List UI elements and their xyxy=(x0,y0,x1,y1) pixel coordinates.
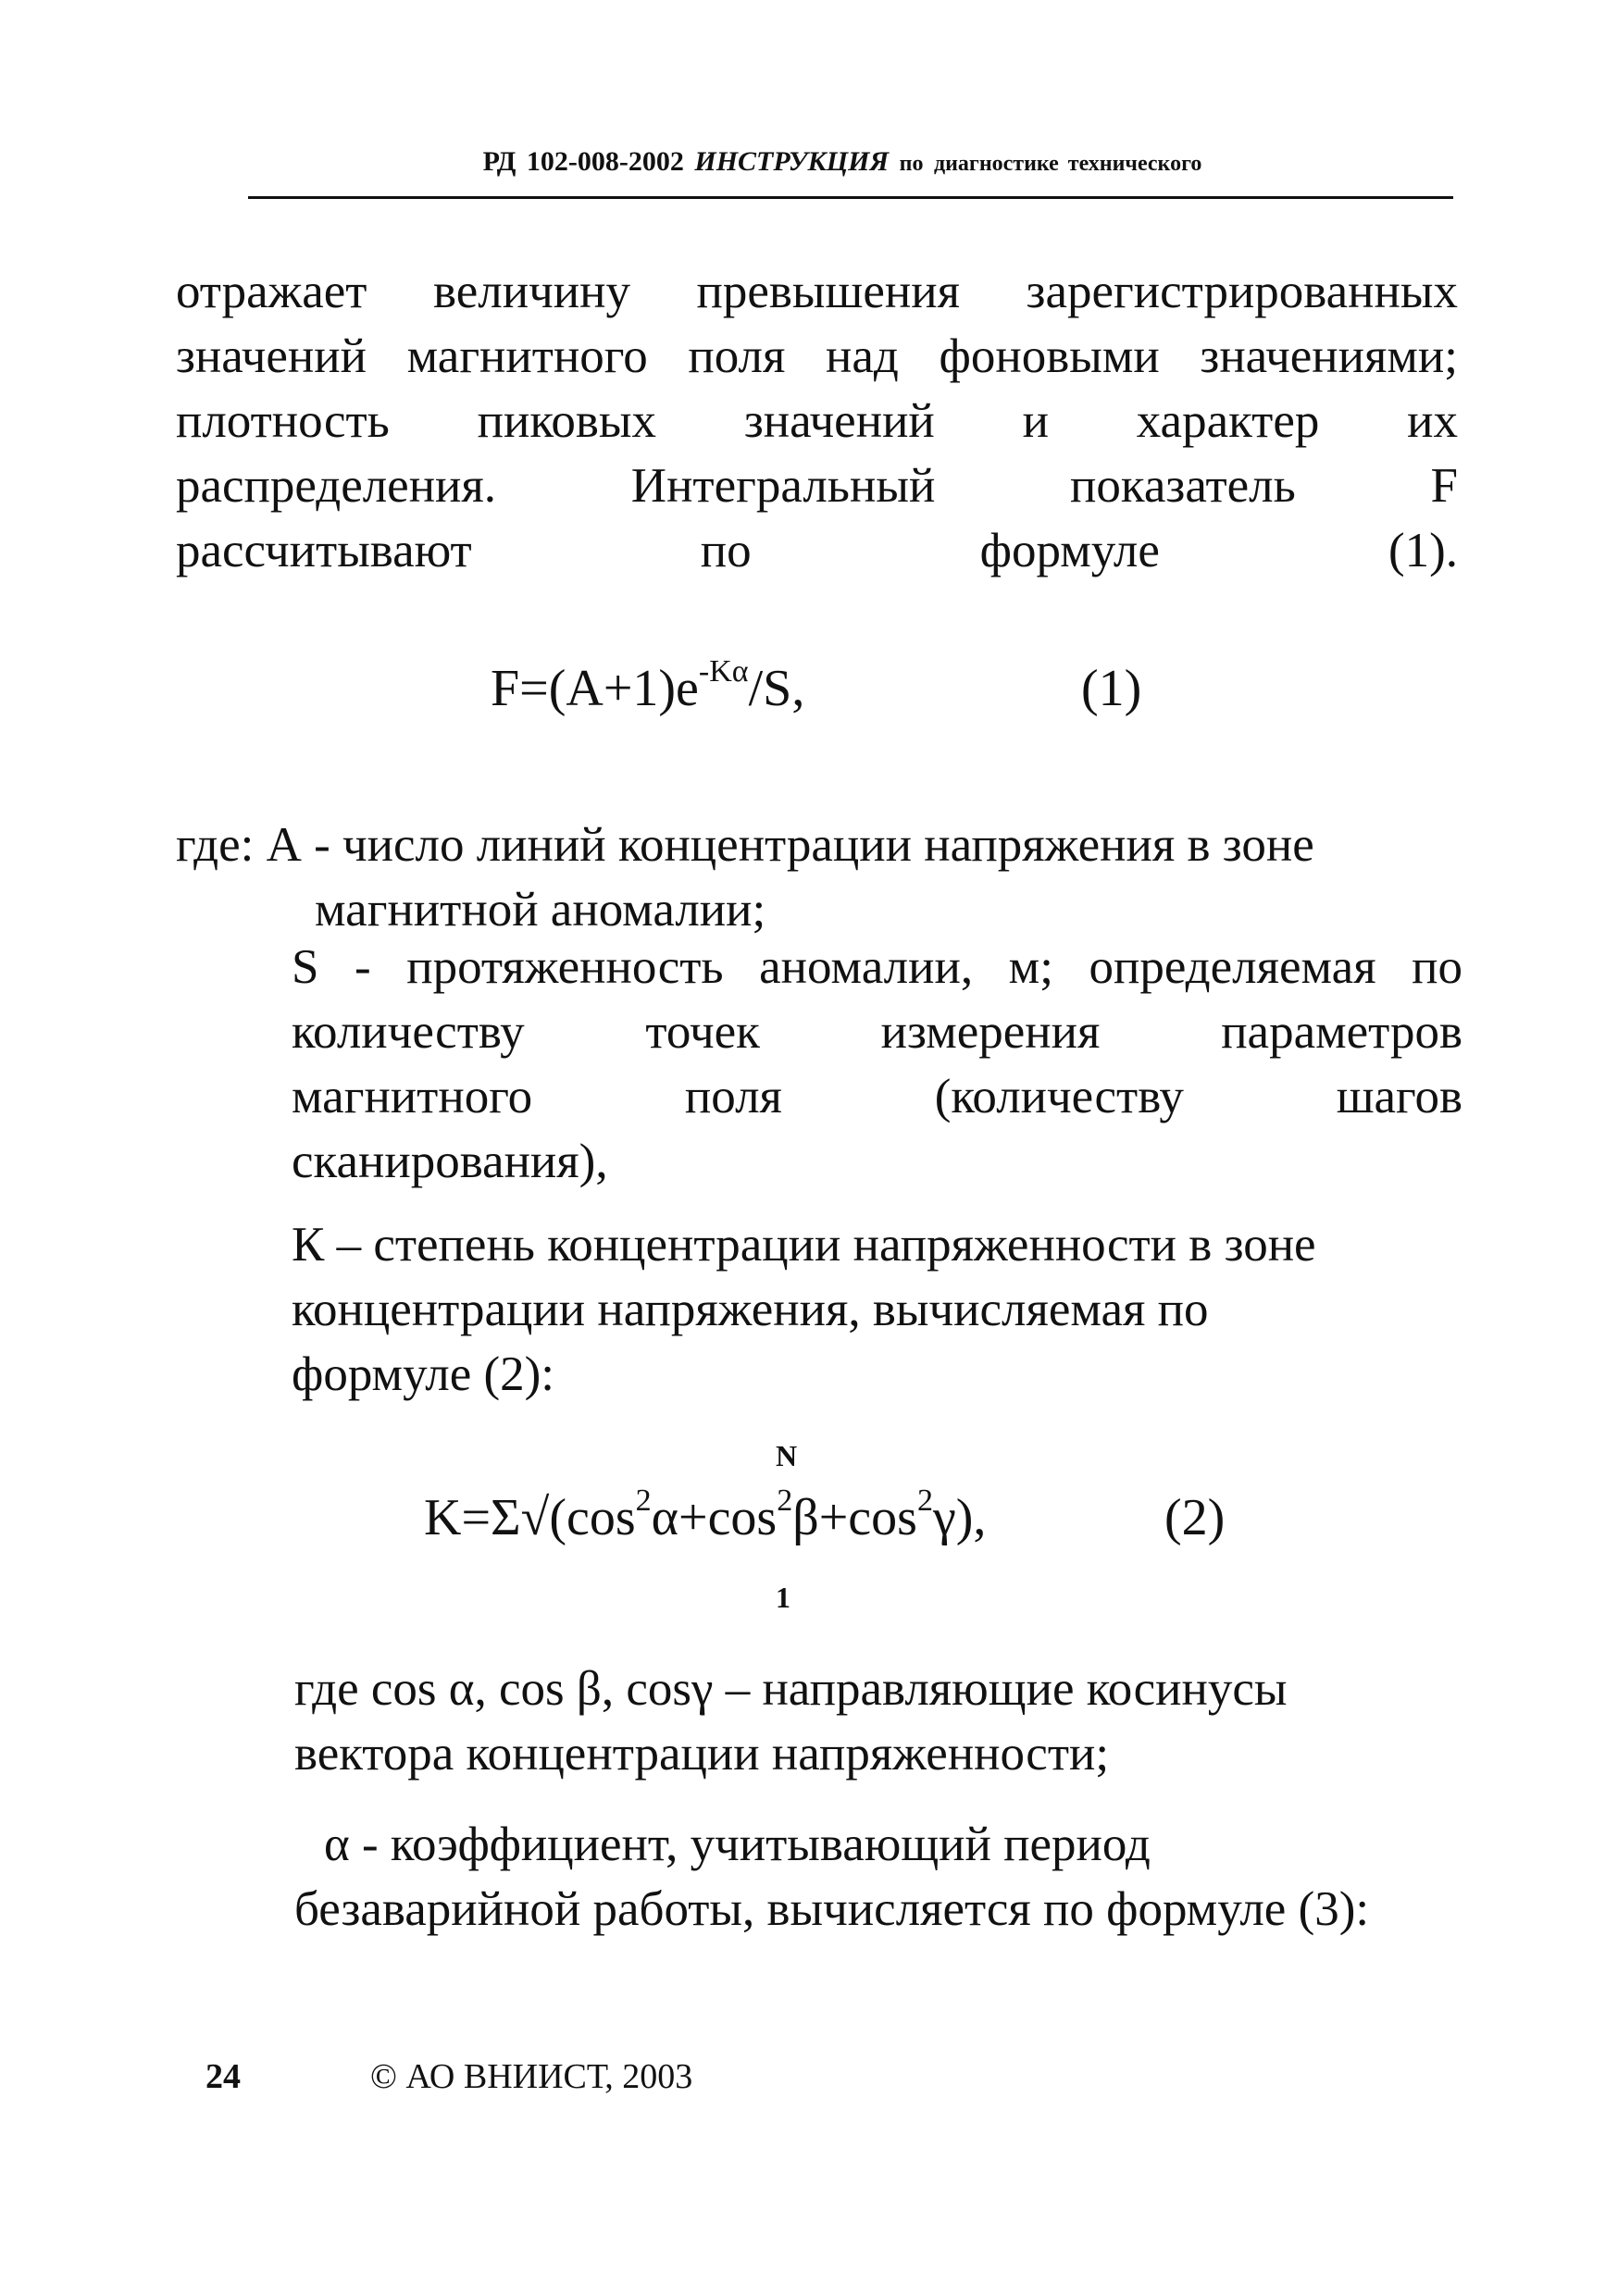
square-exponent: 2 xyxy=(916,1483,933,1518)
formula-2-part: α+cos xyxy=(651,1489,778,1546)
formula-2-part: K=Σ√(cos xyxy=(424,1489,636,1546)
equation-number-1: (1) xyxy=(1081,660,1142,717)
square-exponent: 2 xyxy=(635,1483,652,1518)
formula-1-tail: /S, xyxy=(748,660,805,717)
sum-upper-limit: N xyxy=(776,1439,798,1472)
paragraph-line: отражает величину превышения зарегистрированных xyxy=(176,265,1458,318)
definition-line: К – степень концентрации напряженности в зоне xyxy=(292,1218,1316,1272)
definition-line: магнитной аномалии; xyxy=(315,883,766,937)
alpha-definition xyxy=(294,1812,1465,1942)
definition-line: количеству точек измерения параметров xyxy=(292,1005,1462,1059)
definition-line: где cos α, cos β, cosγ – направляющие косинусы xyxy=(294,1662,1288,1716)
formula-2 xyxy=(424,1483,987,1547)
formula-2-part: γ), xyxy=(932,1489,987,1546)
definition-line: где: А - число линий концентрации напряжения в зоне xyxy=(176,818,1314,872)
definition-line: α - коэффициент, учитывающий период xyxy=(324,1818,1151,1871)
equation-number-2: (2) xyxy=(1164,1489,1226,1546)
definition-s xyxy=(292,935,1462,1194)
definition-line: концентрации напряжения, вычисляемая по xyxy=(292,1283,1209,1336)
paragraph-line: значений магнитного поля над фоновыми значениями; xyxy=(176,329,1458,383)
header-word-po: по xyxy=(899,152,924,176)
sum-lower-limit: 1 xyxy=(776,1581,790,1614)
cosine-definition xyxy=(294,1657,1465,1786)
definition-line: сканирования), xyxy=(292,1135,608,1188)
header-rule xyxy=(248,196,1453,199)
definition-line: формуле (2): xyxy=(292,1347,554,1401)
header-subtitle: диагностике технического xyxy=(933,152,1202,176)
paragraph-line: рассчитывают по формуле (1). xyxy=(176,524,1458,577)
definition-line: безаварийной работы, вычисляется по формуле (3): xyxy=(294,1882,1370,1936)
formula-1-base: F=(A+1)e xyxy=(491,660,699,717)
formula-1-exponent: -Kα xyxy=(698,654,749,689)
formula-2-part: β+cos xyxy=(792,1489,917,1546)
header-doc-code: РД 102-008-2002 xyxy=(482,146,684,177)
paragraph-line: плотность пиковых значений и характер их xyxy=(176,394,1458,448)
definition-a xyxy=(176,813,1472,942)
definition-k xyxy=(292,1212,1462,1407)
copyright-notice: © АО ВНИИСТ, 2003 xyxy=(370,2057,693,2096)
header-title: ИНСТРУКЦИЯ xyxy=(694,146,890,177)
paragraph-line: распределения. Интегральный показатель F xyxy=(176,459,1458,513)
intro-paragraph xyxy=(176,259,1458,583)
definition-line: S - протяженность аномалии, м; определяемая по xyxy=(292,940,1462,994)
running-header xyxy=(241,146,1444,178)
definition-line: магнитного поля (количеству шагов xyxy=(292,1070,1462,1123)
square-exponent: 2 xyxy=(777,1483,793,1518)
definition-line: вектора концентрации напряженности; xyxy=(294,1727,1110,1781)
formula-1 xyxy=(491,654,805,718)
page-number: 24 xyxy=(205,2057,241,2096)
